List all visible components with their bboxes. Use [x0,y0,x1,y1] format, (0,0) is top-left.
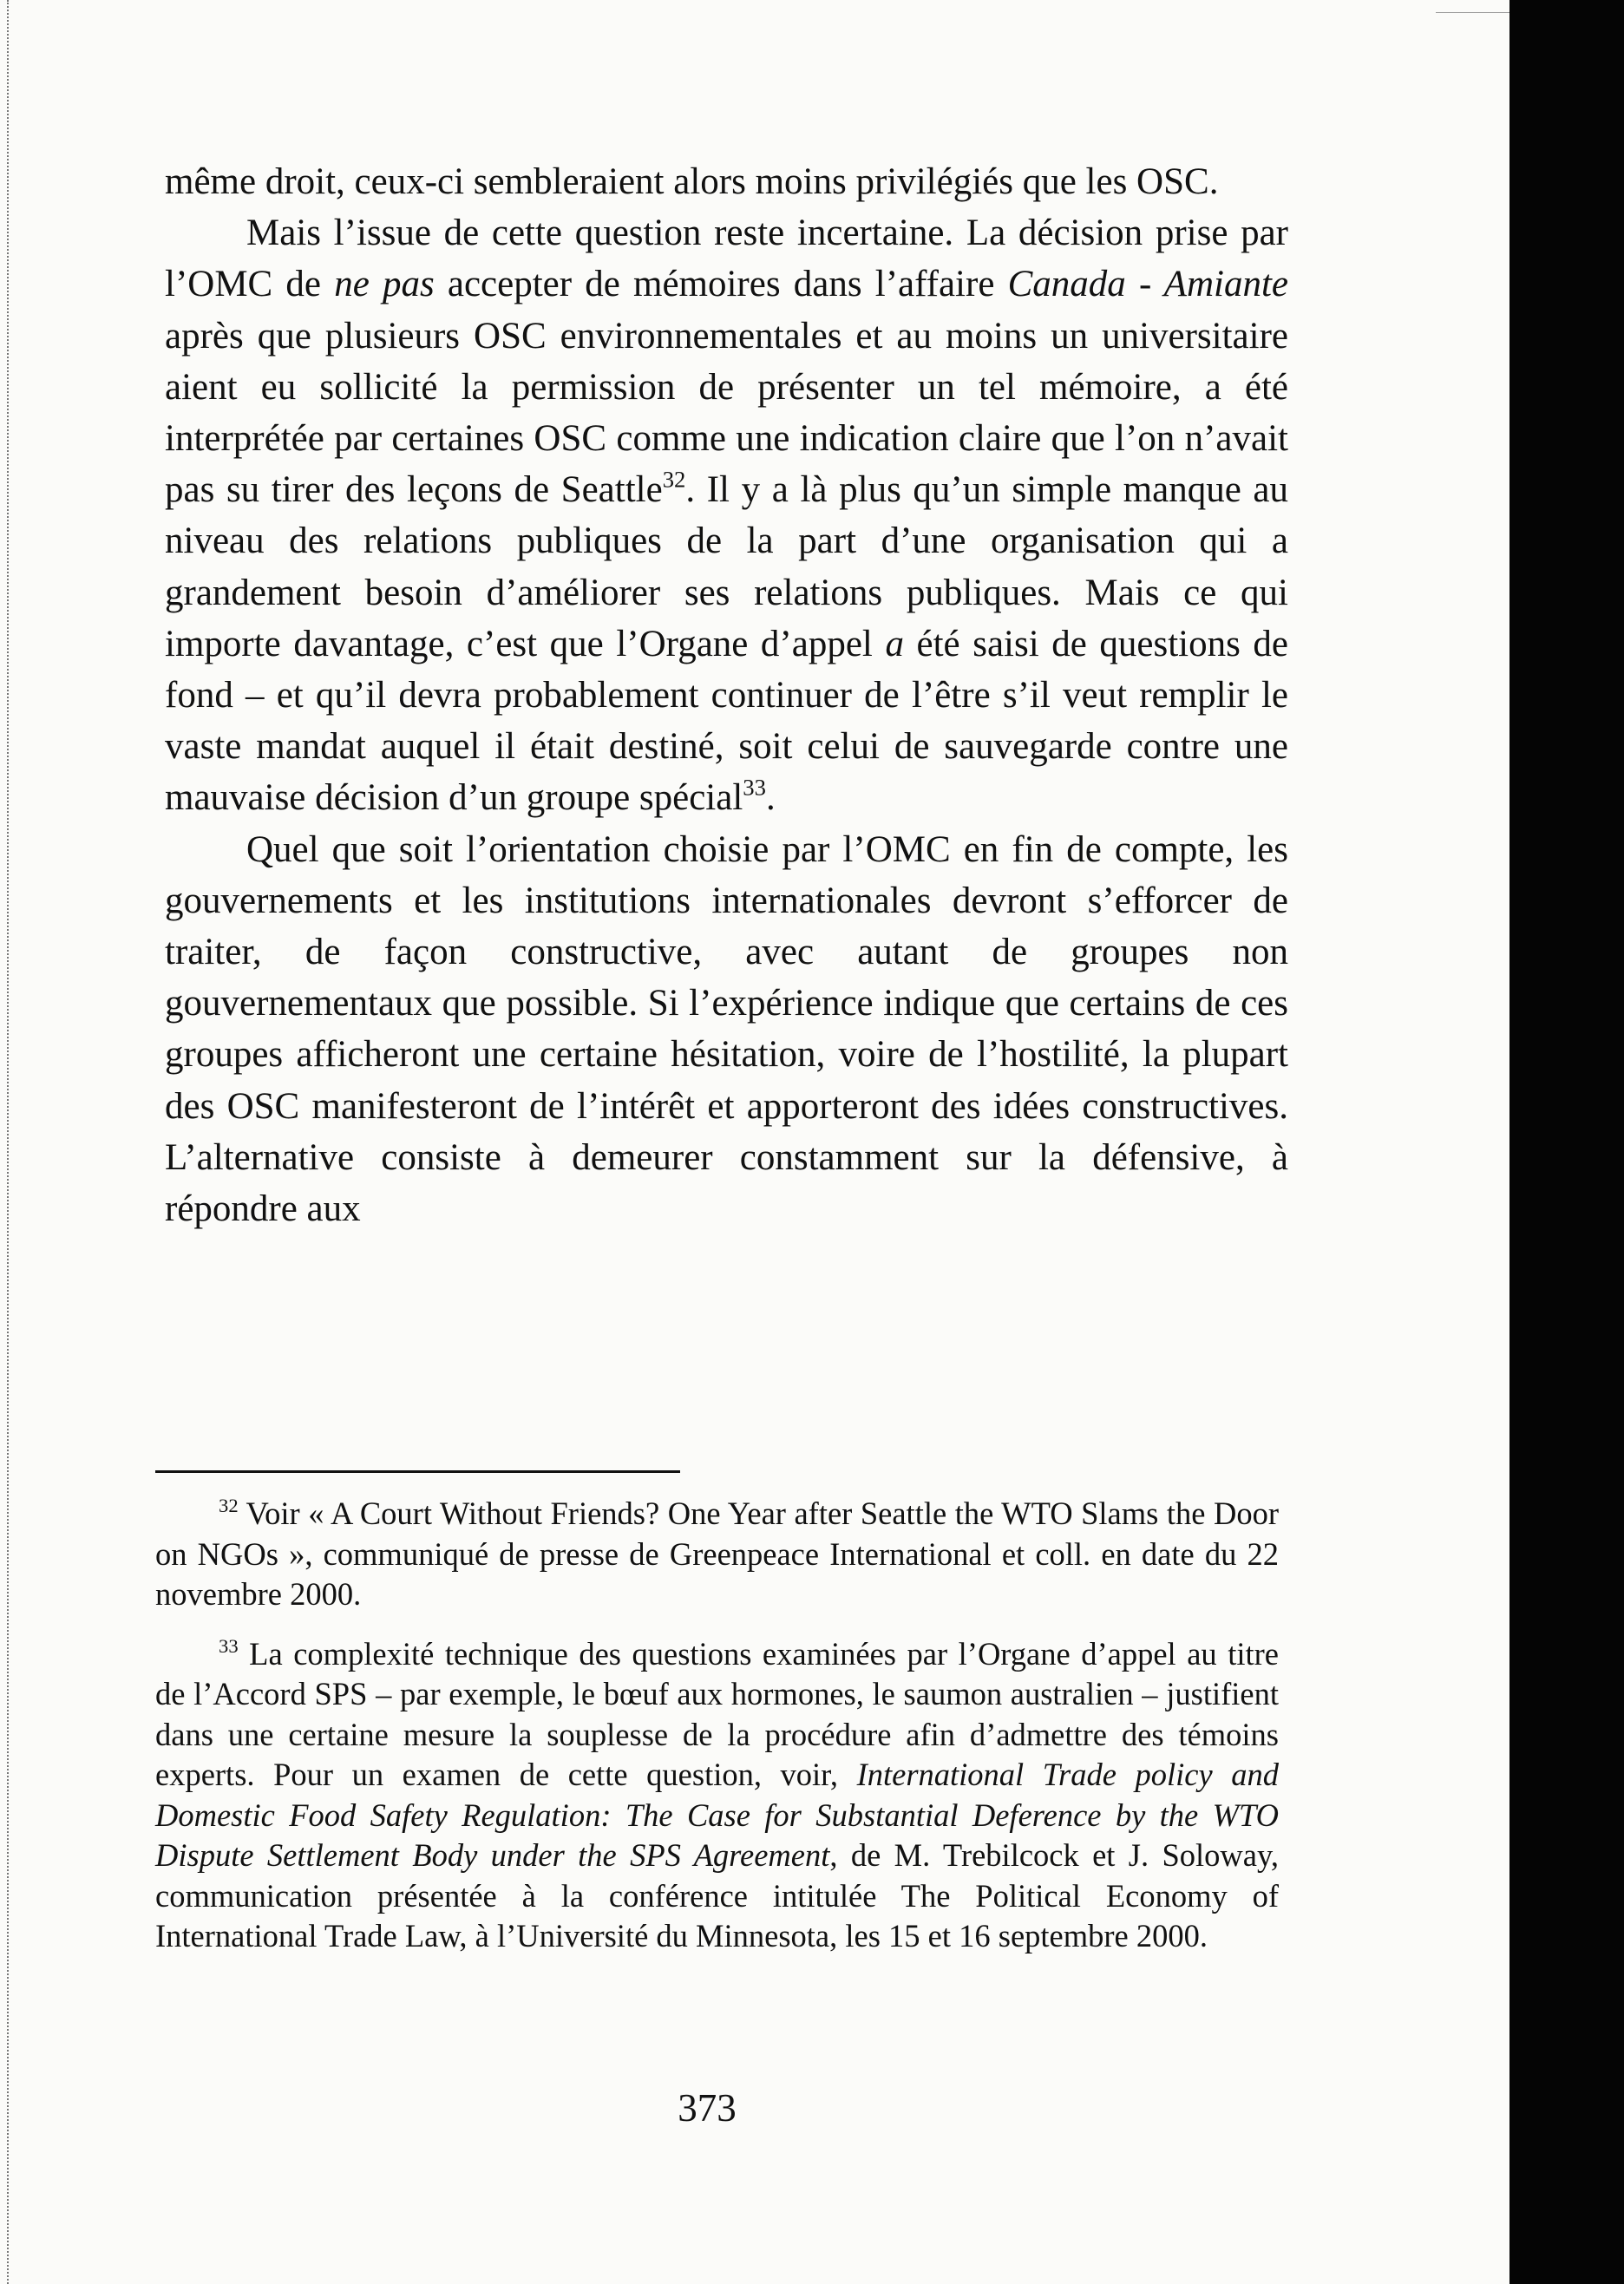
paragraph-2-text-3: après que plusieurs OSC environnementales et au moins un universitaire aient eu sollicité la permission de présenter un tel mémoire, a été interprétée par certaines OSC comme une indication claire que l’on n’avait pas su tirer des leçons de Seattle [165,315,1288,511]
footnote-33-text-2: , de M. Trebilcock et J. Soloway, communication présentée à la conférence intitulée The Political Economy of International Trade Law, à l’Université du Minnesota, les 15 et 16 septembre 2000. [155,1837,1279,1954]
paragraph-2-case-name: Canada - Amiante [1007,264,1288,305]
paragraph-1-text: même droit, ceux-ci sembleraient alors moins privilégiés que les OSC. [165,161,1219,202]
footnote-ref-32: 32 [662,466,686,493]
body-text [165,156,1288,1234]
footnote-33-text-1: La complexité technique des questions examinées par l’Organe d’appel au titre de l’Accord SPS – par exemple, le bœuf aux hormones, le saumon australien – justifient dans une certaine mesure la souplesse de la procédure afin d’admettre des témoins experts. Pour un examen de cette question, voir, [155,1635,1279,1792]
paragraph-2-text-6: . [765,777,776,819]
footnotes [155,1494,1279,1957]
footnote-33-title: International Trade policy and Domestic Food Safety Regulation: The Case for Substantial Deference by the WTO Dispute Settlement Body under the SPS Agreement [155,1757,1280,1873]
paragraph-2-emphasis-ne-pas: ne pas [334,264,435,305]
footnote-33-number: 33 [219,1634,239,1657]
paragraph-2-text-4: . Il y a là plus qu’un simple manque au niveau des relations publiques de la part d’une organisation qui a grandement besoin d’améliorer ses relations publiques. Mais ce qui importe davantage, c’est que l’Organe d’appel [165,469,1288,664]
paragraph-2-text-1: Mais l’issue de cette question reste incertaine. La décision prise par l’OMC de [165,213,1288,305]
footnote-ref-33: 33 [743,774,766,801]
page-body [165,156,1288,1234]
footnote-separator [155,1470,680,1473]
footnote-33 [155,1634,1279,1957]
paragraph-2-text-2: accepter de mémoires dans l’affaire [434,264,1008,305]
scan-top-line [1436,12,1514,13]
scan-right-dark-border [1509,0,1624,2284]
footnote-32-number: 32 [219,1494,239,1516]
page-number: 373 [678,2086,737,2130]
paragraph-2 [165,207,1288,823]
paragraph-3-text: Quel que soit l’orientation choisie par l’OMC en fin de compte, les gouvernements et les institutions internationales devront s’efforcer de traiter, de façon constructive, avec autant de groupes non gouvernementaux que possible. Si l’expérience indique que certains de ces groupes afficheront une certaine hésitation, voire de l’hostilité, la plupart des OSC manifesteront de l’intérêt et apporteront des idées constructives. L’alternative consiste à demeurer constamment sur la défensive, à répondre aux [165,828,1288,1230]
paragraph-2-emphasis-a: a [885,623,904,664]
paragraph-1 [165,156,1288,207]
scan-left-edge [0,0,9,2284]
paragraph-3 [165,824,1288,1235]
footnote-32-text: Voir « A Court Without Friends? One Year after Seattle the WTO Slams the Door on NGOs », communiqué de presse de Greenpeace International et coll. en date du 22 novembre 2000. [155,1495,1279,1612]
footnote-32 [155,1494,1279,1615]
paragraph-2-text-5: été saisi de questions de fond – et qu’il devra probablement continuer de l’être s’il veut remplir le vaste mandat auquel il était destiné, soit celui de sauvegarde contre une mauvaise décision d’un groupe spécial [165,623,1288,819]
